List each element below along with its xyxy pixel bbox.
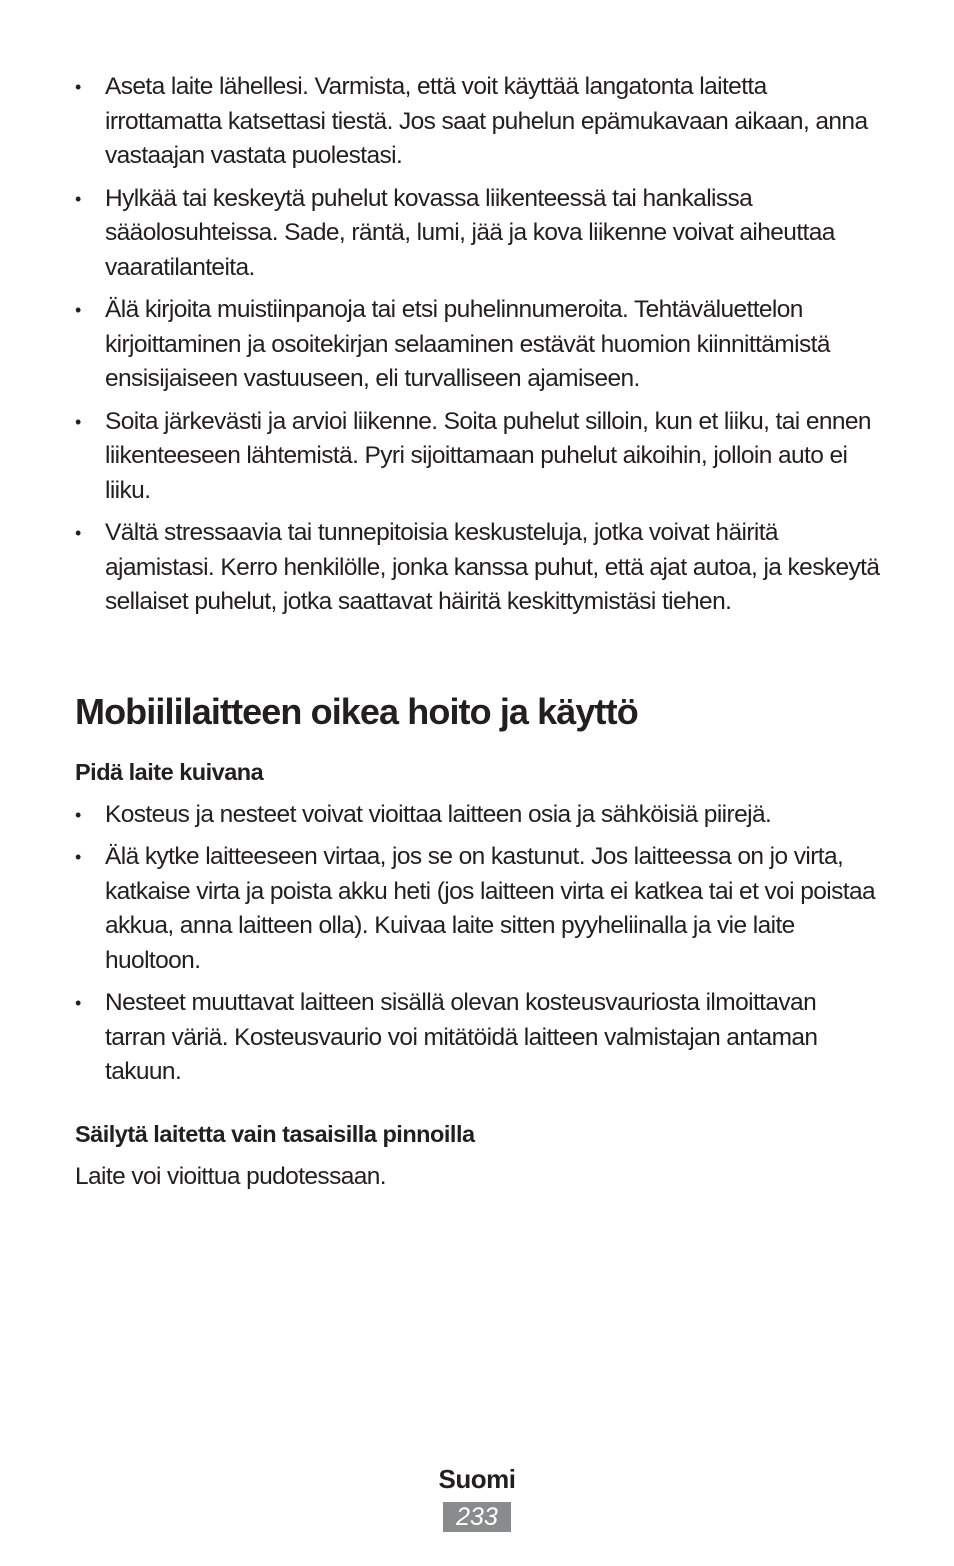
bullet-icon: • (75, 804, 81, 825)
list-item-text: Älä kirjoita muistiinpanoja tai etsi puhelinnumeroita. Tehtäväluettelon kirjoittaminen ja osoitekirjan selaaminen estävät huomion kiinnittämistä ensisijaiseen vastuuseen, eli turvalliseen ajamiseen. (105, 296, 830, 392)
list-item (75, 405, 880, 509)
list-item-text: Aseta laite lähellesi. Varmista, että voit käyttää langatonta laitetta irrottamatta katsettasi tiestä. Jos saat puhelun epämukavaan aikaan, anna vastaajan vastata puolestasi. (105, 73, 868, 169)
paragraph: Laite voi vioittua pudotessaan. (75, 1162, 387, 1190)
list-item (75, 516, 880, 620)
list-item-text: Vältä stressaavia tai tunnepitoisia keskusteluja, jotka voivat häiritä ajamistasi. Kerro henkilölle, jonka kanssa puhut, että ajat autoa, ja keskeytä sellaiset puhelut, jotka saattavat häiritä keskittymistäsi tiehen. (105, 519, 880, 615)
keep-dry-list (75, 798, 880, 1090)
bullet-icon: • (75, 993, 81, 1013)
footer-language: Suomi (438, 1464, 516, 1494)
list-item (75, 986, 880, 1090)
subsection-title-keep-dry: Pidä laite kuivana (75, 758, 264, 785)
section-title: Mobiililaitteen oikea hoito ja käyttö (75, 690, 638, 732)
list-item (75, 798, 880, 833)
bullet-icon: • (75, 847, 81, 867)
list-item-text: Hylkää tai keskeytä puhelut kovassa liikenteessä tai hankalissa sääolosuhteissa. Sade, räntä, lumi, jää ja kova liikenne voivat aiheuttaa vaaratilanteita. (105, 184, 835, 281)
page-number: 233 (443, 1502, 511, 1532)
list-item (75, 293, 880, 397)
bullet-icon: • (75, 411, 81, 432)
list-item (75, 840, 880, 978)
list-item-text: Nesteet muuttavat laitteen sisällä olevan kosteusvauriosta ilmoittavan tarran väriä. Kosteusvaurio voi mitätöidä laitteen valmistajan antaman takuun. (105, 989, 818, 1085)
bullet-icon: • (75, 523, 81, 543)
list-item-text: Kosteus ja nesteet voivat vioittaa laitteen osia ja sähköisiä piirejä. (105, 800, 772, 828)
bullet-icon: • (75, 188, 81, 209)
list-item (75, 70, 880, 174)
list-item-text: Älä kytke laitteeseen virtaa, jos se on kastunut. Jos laitteessa on jo virta, katkaise virta ja poista akku heti (jos laitteen virta ei katkea tai et voi poistaa akkua, anna laitteen olla). Kuivaa laite sitten pyyheliinalla ja vie laite huoltoon. (105, 843, 876, 974)
subsection-title-flat-surfaces: Säilytä laitetta vain tasaisilla pinnoilla (75, 1120, 475, 1147)
driving-tips-list (75, 70, 880, 620)
bullet-icon: • (75, 300, 81, 320)
list-item-text: Soita järkevästi ja arvioi liikenne. Soita puhelut silloin, kun et liiku, tai ennen liikenteeseen lähtemistä. Pyri sijoittamaan puhelut aikoihin, jolloin auto ei liiku. (105, 407, 871, 504)
bullet-icon: • (75, 77, 81, 97)
list-item (75, 182, 880, 286)
document-body (75, 70, 880, 1194)
page-footer (0, 1462, 954, 1532)
